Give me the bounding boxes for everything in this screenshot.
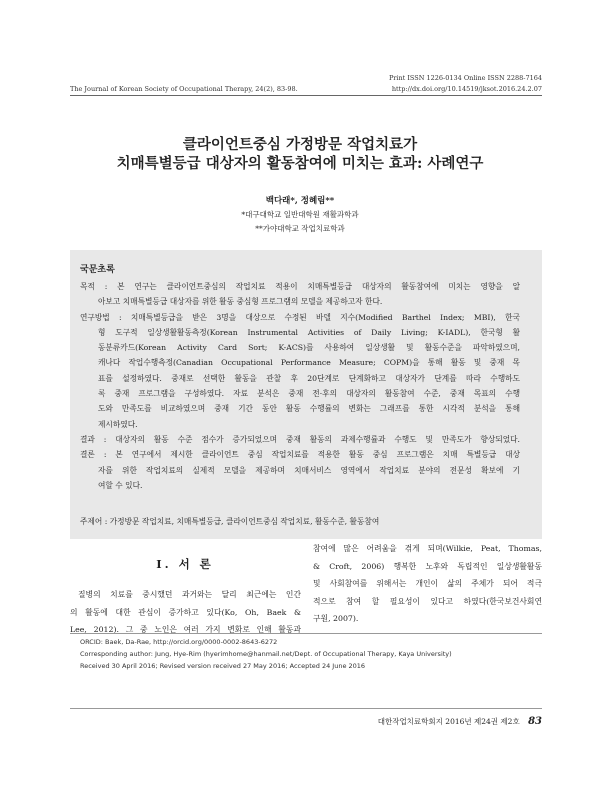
- section-heading-introduction: Ⅰ. 서 론: [156, 557, 214, 571]
- affiliation-2: **가야대학교 작업치료학과: [255, 224, 345, 233]
- keywords: 주제어 : 가정방문 작업치료, 치매특별등급, 클라이언트중심 작업치료, 활동수준, 활동참여: [80, 517, 380, 526]
- abstract-line: 자를 위한 작업치료의 실제적 모델을 제공하며 치매서비스 영역에서 작업치료 분야의 전문성 확보에 기: [98, 465, 520, 475]
- abstract-line: 결론 : 본 연구에서 제시한 클라이언트 중심 작업치료를 적용한 활동 중심 프로그램은 치매 특별등급 대상: [80, 450, 520, 460]
- abstract-line: 목적 : 본 연구는 클라이언트중심의 작업치료 적용이 치매특별등급 대상자의 활동참여에 미치는 영향을 알: [80, 282, 520, 291]
- body-line: 의 활동에 대한 관심이 증가하고 있다(Ko, Oh, Baek &: [70, 607, 301, 617]
- abstract-line: 제시하였다.: [98, 419, 138, 429]
- abstract-line: 동분류카드(Korean Activity Card Sort; K-ACS)를 사용하여 일상생활 및 활동수준을 파악하였으며,: [98, 343, 520, 353]
- abstract-line: 록 중재 프로그램을 구성하였다. 자료 분석은 중재 전·후의 대상자의 활동참여 수준, 중재 목표의 수행: [98, 389, 520, 399]
- abstract-line: 연구방법 : 치매특별등급을 받은 3명을 대상으로 수정된 바델 지수(Modified Barthel Index; MBI), 한국: [80, 312, 520, 322]
- issn-text: Print ISSN 1226-0134 Online ISSN 2288-7164: [388, 74, 542, 82]
- page-footer: [378, 716, 542, 727]
- page-number: 83: [528, 716, 542, 727]
- body-line: 및 사회참여를 위해서는 개인이 삶의 주체가 되어 적극: [313, 579, 542, 588]
- intro-left-column: [70, 586, 301, 639]
- paper-title-line2: 치매특별등급 대상자의 활동참여에 미치는 효과: 사례연구: [116, 155, 484, 172]
- abstract-line: 캐나다 작업수행측정(Canadian Occupational Performance Measure; COPM)을 통해 활동 및 중재 목: [98, 358, 520, 368]
- abstract-line: 표를 설정하였다. 중재로 선택한 활동을 관찰 후 20단계로 단계화하고 대상자가 단계를 따라 수행하도: [98, 373, 520, 383]
- footer-journal-name: 대한작업치료학회지 2016년 제24권 제2호: [377, 717, 520, 726]
- affiliation-1: *대구대학교 일반대학원 재활과학과: [241, 210, 359, 219]
- body-line: 구원, 2007).: [313, 614, 359, 623]
- footnote-divider: [70, 633, 542, 634]
- body-line: 질병의 치료를 중시했던 과거와는 달리 최근에는 인간: [78, 590, 301, 599]
- issn-doi-block: [389, 73, 542, 95]
- abstract-line: 형 도구적 일상생활활동측정(Korean Instrumental Activities of Daily Living; K-IADL), 한국형 활: [98, 327, 520, 337]
- author-list: 백다래*, 정혜림**: [265, 196, 335, 206]
- body-line: Lee, 2012). 그 중 노인은 여러 가지 변화로 인해 활동과: [70, 625, 301, 634]
- body-line: 적으로 참여 할 필요성이 있다고 하였다(한국보건사회연: [313, 596, 542, 606]
- abstract-body: [80, 279, 520, 493]
- doi-link[interactable]: http://dx.doi.org/10.14519/jksot.2016.24.2.07: [391, 85, 542, 93]
- abstract-line: 도와 만족도를 비교하였으며 중재 기간 동안 활동 수행률의 변화는 그래프를 통한 시각적 분석을 통해: [98, 404, 520, 414]
- body-line: & Croft, 2006) 행복한 노후와 독립적인 일상생활활동: [313, 561, 542, 571]
- footnote-orcid: ORCID: Baek, Da-Rae, http://orcid.org/0000-0002-8643-6272: [80, 638, 278, 646]
- intro-right-column: [313, 540, 542, 628]
- body-line: 참여에 많은 어려움을 겪게 되며(Wilkie, Peat, Thomas,: [313, 544, 542, 553]
- footnote-received-dates: Received 30 April 2016; Revised version received 27 May 2016; Accepted 24 June 2016: [80, 662, 366, 670]
- abstract-heading: 국문초록: [80, 265, 115, 275]
- page-footer-divider: [70, 708, 542, 709]
- paper-title-line1: 클라이언트중심 가정방문 작업치료가: [182, 136, 418, 153]
- abstract-line: 결과 : 대상자의 활동 수준 점수가 증가되었으며 중재 활동의 과제수행률과 수행도 및 만족도가 향상되었다.: [80, 434, 520, 444]
- header-divider: [70, 95, 542, 96]
- footnote-corresponding-author: Corresponding author: Jung, Hye-Rim (hyerimhome@hanmail.net/Dept. of Occupational Therapy, Kaya University): [80, 650, 452, 658]
- journal-citation: The Journal of Korean Society of Occupational Therapy, 24(2), 83-98.: [70, 85, 298, 93]
- abstract-line: 여할 수 있다.: [98, 480, 143, 490]
- abstract-line: 아보고 치매특별등급 대상자를 위한 활동 중심형 프로그램의 모델을 제공하고자 한다.: [98, 297, 383, 307]
